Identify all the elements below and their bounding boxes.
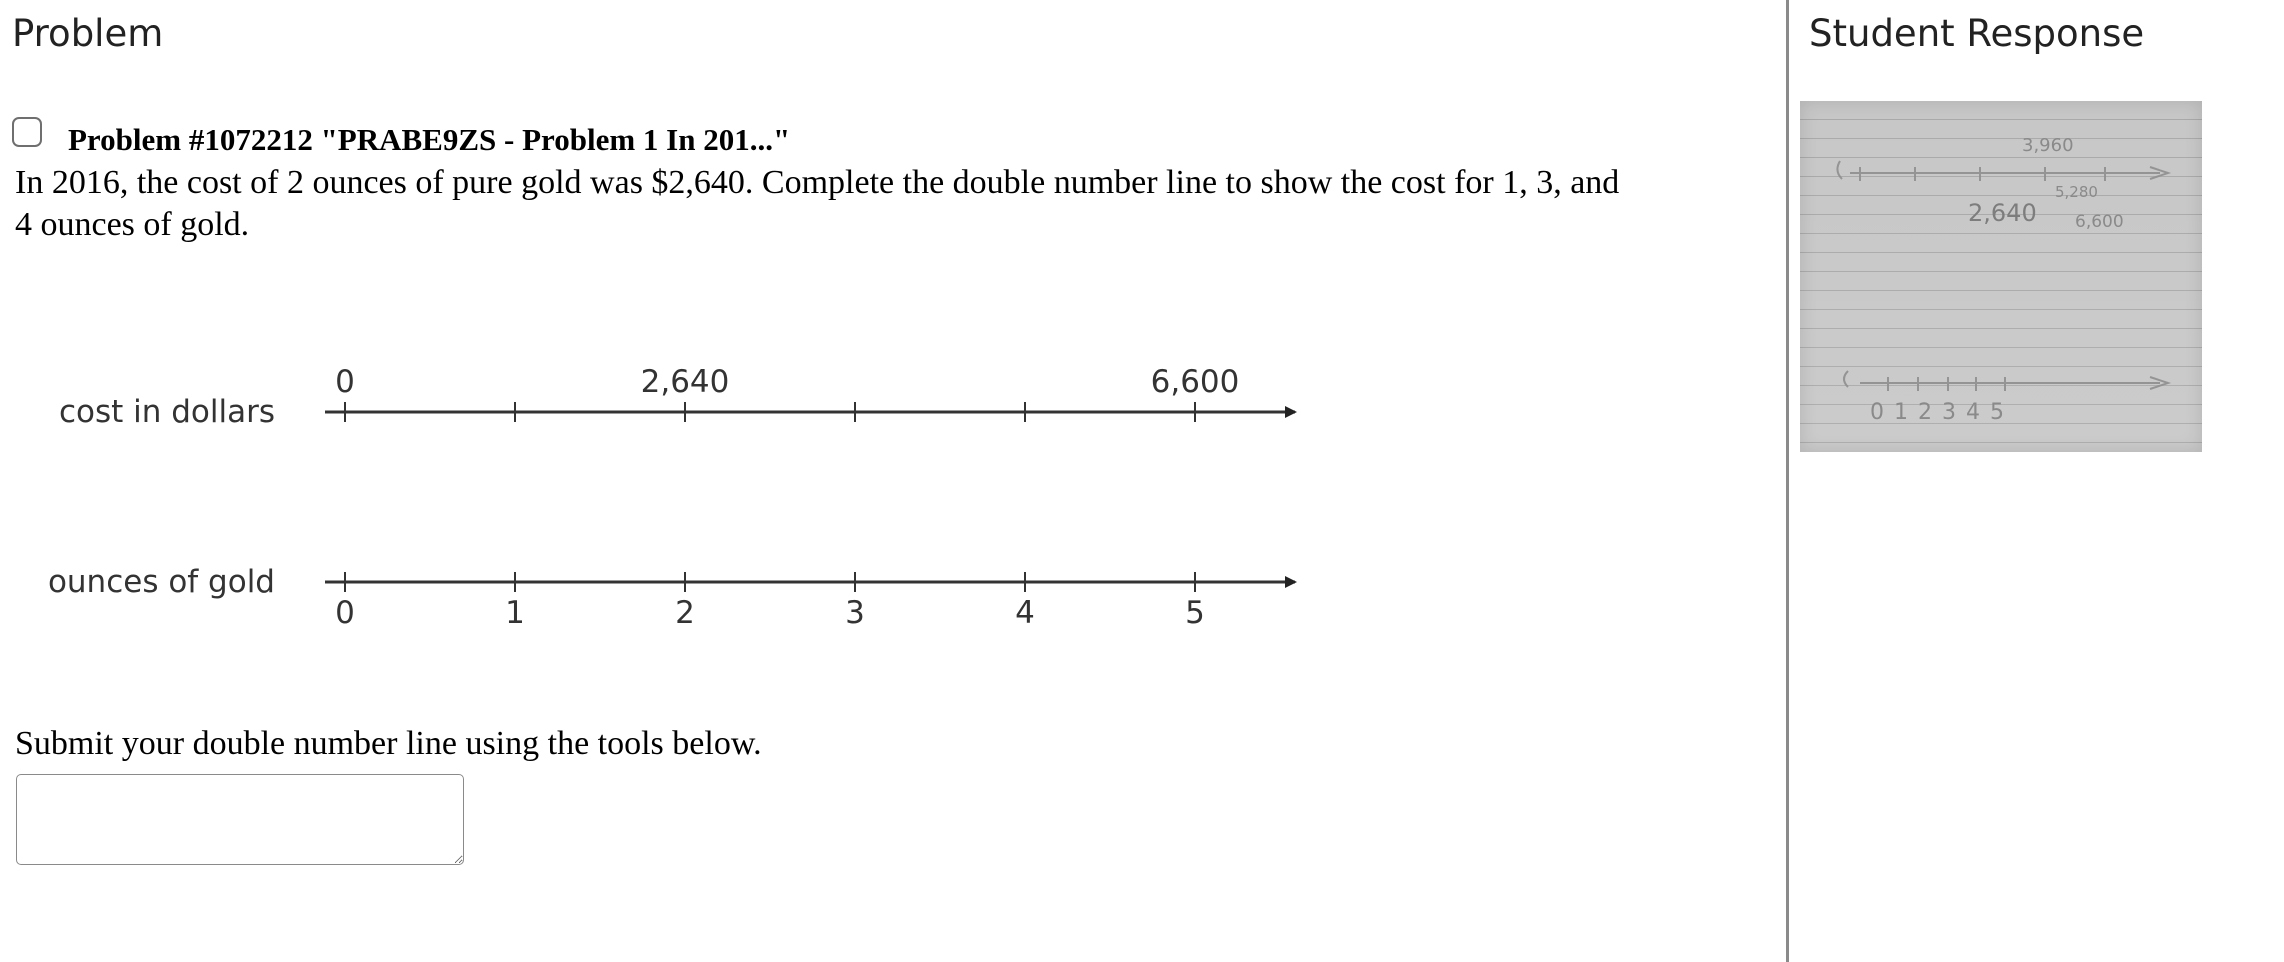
problem-pane-title: Problem xyxy=(12,12,164,55)
handwritten-cost-value: 2,640 xyxy=(1968,199,2037,227)
top-line-tick-label: 0 xyxy=(335,364,355,400)
top-line-tick-label: 2,640 xyxy=(640,364,730,400)
bottom-line-tick-label: 5 xyxy=(1185,595,1205,631)
student-handwriting xyxy=(1800,101,2202,452)
problem-select-checkbox[interactable] xyxy=(12,117,42,147)
student-response-photo[interactable] xyxy=(1800,101,2202,452)
bottom-line-tick-label: 4 xyxy=(1015,595,1035,631)
bottom-line-tick-label: 3 xyxy=(845,595,865,631)
top-line-tick-label: 6,600 xyxy=(1150,364,1240,400)
double-number-line-figure xyxy=(0,340,1320,660)
top-line-label: cost in dollars xyxy=(58,394,275,430)
handwritten-cost-value: 6,600 xyxy=(2075,212,2124,232)
response-pane-title: Student Response xyxy=(1809,12,2145,55)
problem-statement: In 2016, the cost of 2 ounces of pure gold was $2,640. Complete the double number line to show the cost for 1, 3, and 4 ounces of gold. xyxy=(15,164,1620,243)
bottom-line-tick-label: 1 xyxy=(505,595,525,631)
bottom-line-label: ounces of gold xyxy=(47,564,275,600)
bottom-line-tick-label: 0 xyxy=(335,595,355,631)
problem-name: Problem #1072212 "PRABE9ZS - Problem 1 In 201..." xyxy=(68,122,791,157)
answer-textarea[interactable] xyxy=(16,774,464,865)
submit-instruction: Submit your double number line using the tools below. xyxy=(15,725,762,762)
bottom-line-tick-label: 2 xyxy=(675,595,695,631)
response-pane xyxy=(1789,0,2284,962)
handwritten-cost-value: 3,960 xyxy=(2022,135,2074,156)
handwritten-cost-value: 5,280 xyxy=(2055,183,2098,201)
handwritten-ounce-values: 012345 xyxy=(1870,400,2014,425)
